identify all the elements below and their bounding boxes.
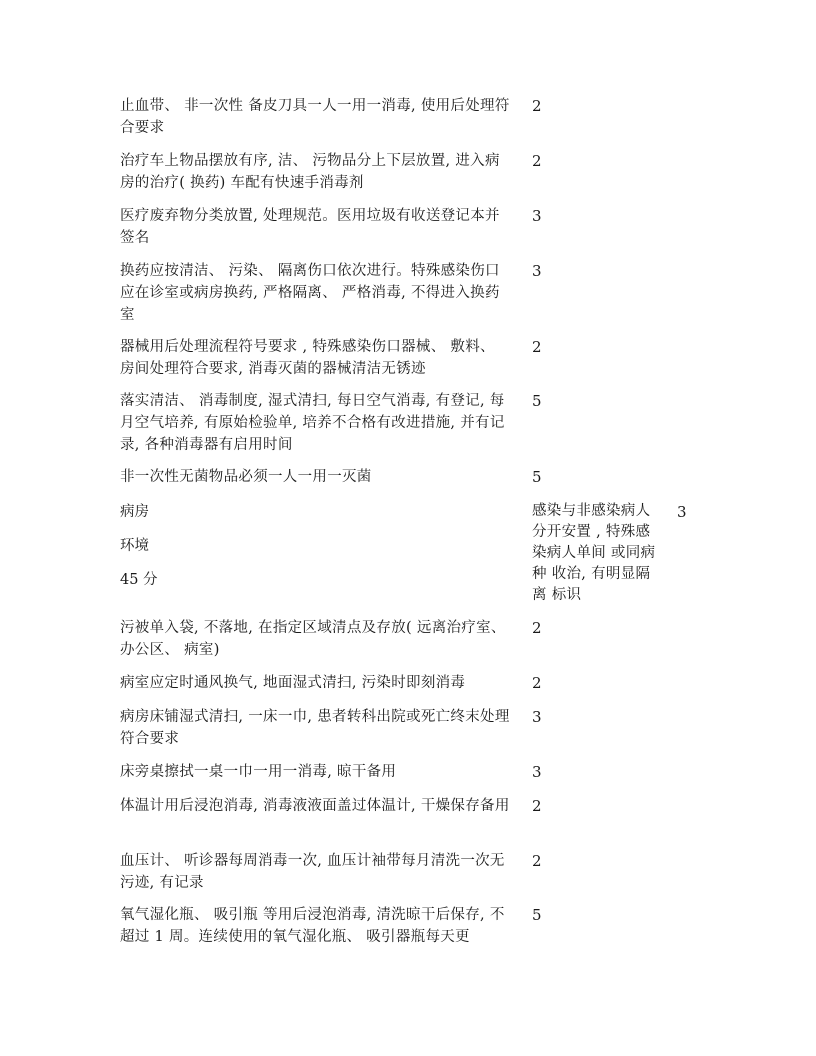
section-label: 环境 — [120, 538, 149, 554]
section-ward-environment — [120, 501, 687, 611]
item-text: 病房床铺湿式清扫, 一床一巾, 患者转科出院或死亡终末处理符合要求 — [120, 709, 510, 747]
item-score: 2 — [532, 797, 542, 815]
item-text: 非一次性无菌物品必须一人一用一灭菌 — [120, 469, 372, 485]
sub-item-score: 3 — [677, 503, 687, 521]
item-text: 床旁桌擦拭一桌一巾一用一消毒, 晾干备用 — [120, 764, 397, 780]
item-score: 2 — [532, 674, 542, 692]
item-text: 氧气湿化瓶、 吸引瓶 等用后浸泡消毒, 清洗晾干后保存, 不超过 1 周。连续使用的氧气湿化瓶、 吸引器瓶每天更 — [120, 907, 505, 945]
item-text: 病室应定时通风换气, 地面湿式清扫, 污染时即刻消毒 — [120, 675, 466, 691]
item-text: 换药应按清洁、 污染、 隔离伤口依次进行。特殊感染伤口应在诊室或病房换药, 严格隔离、 严格消毒, 不得进入换药室 — [120, 263, 500, 323]
item-text: 污被单入袋, 不落地, 在指定区域清点及存放( 远离治疗室、 办公区、 病室) — [120, 620, 506, 658]
item-score: 5 — [532, 468, 542, 486]
item-score: 3 — [532, 262, 542, 280]
sub-item-text: 感染与非感染病人分开安置 , 特殊感染病人单间 或同病种 收治, 有明显隔离 标识 — [532, 503, 656, 603]
item-score: 5 — [532, 906, 542, 924]
section-points: 45 分 — [120, 572, 158, 588]
item-score: 3 — [532, 763, 542, 781]
item-text: 血压计、 听诊器每周消毒一次, 血压计袖带每月清洗一次无污迹, 有记录 — [120, 853, 505, 891]
item-text: 医疗废弃物分类放置, 处理规范。医用垃圾有收送登记本并签名 — [120, 208, 500, 246]
item-score: 3 — [532, 708, 542, 726]
item-score: 2 — [532, 852, 542, 870]
item-text: 器械用后处理流程符号要求 , 特殊感染伤口器械、 敷料、 房间处理符合要求, 消毒灭菌的器械清洁无锈迹 — [120, 339, 495, 377]
section-labels — [120, 501, 158, 603]
item-text: 治疗车上物品摆放有序, 洁、 污物品分上下层放置, 进入病房的治疗( 换药) 车配有快速手消毒剂 — [120, 153, 500, 191]
item-text: 止血带、 非一次性 备皮刀具一人一用一消毒, 使用后处理符合要求 — [120, 98, 510, 136]
item-score: 3 — [532, 207, 542, 225]
item-score: 2 — [532, 97, 542, 115]
item-score: 2 — [532, 619, 542, 637]
item-text: 体温计用后浸泡消毒, 消毒液液面盖过体温计, 干燥保存备用 — [120, 798, 510, 814]
item-text: 落实清洁、 消毒制度, 湿式清扫, 每日空气消毒, 有登记, 每月空气培养, 有原始检验单, 培养不合格有改进措施, 并有记录, 各种消毒器有启用时间 — [120, 393, 505, 453]
section-label: 病房 — [120, 504, 149, 520]
item-score: 2 — [532, 152, 542, 170]
item-score: 2 — [532, 338, 542, 356]
item-score: 5 — [532, 392, 542, 410]
